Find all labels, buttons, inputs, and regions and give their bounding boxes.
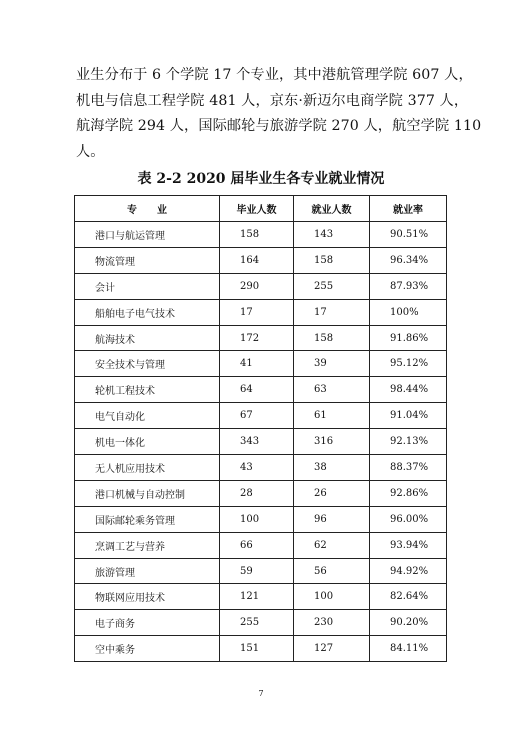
table-row bbox=[75, 377, 447, 403]
header-employed: 就业人数 bbox=[294, 196, 370, 222]
table-row bbox=[75, 222, 447, 248]
cell-employed: 38 bbox=[294, 455, 370, 481]
cell-major: 船舶电子电气技术 bbox=[75, 299, 220, 325]
table-row bbox=[75, 532, 447, 558]
header-graduates: 毕业人数 bbox=[220, 196, 294, 222]
cell-employment-rate: 96.00% bbox=[370, 506, 447, 532]
cell-employed: 61 bbox=[294, 403, 370, 429]
cell-employment-rate: 92.13% bbox=[370, 429, 447, 455]
cell-graduates: 59 bbox=[220, 558, 294, 584]
cell-major: 航海技术 bbox=[75, 325, 220, 351]
table-row bbox=[75, 610, 447, 636]
cell-employed: 63 bbox=[294, 377, 370, 403]
cell-employment-rate: 90.51% bbox=[370, 222, 447, 248]
cell-graduates: 100 bbox=[220, 506, 294, 532]
body-paragraph bbox=[76, 63, 482, 165]
table-row bbox=[75, 558, 447, 584]
table-header-row bbox=[75, 196, 447, 222]
paragraph-line: 机电与信息工程学院 481 人，京东·新迈尔电商学院 377 人， bbox=[76, 92, 469, 109]
cell-major: 港口与航运管理 bbox=[75, 222, 220, 248]
cell-major: 电子商务 bbox=[75, 610, 220, 636]
cell-graduates: 66 bbox=[220, 532, 294, 558]
cell-graduates: 64 bbox=[220, 377, 294, 403]
cell-employed: 158 bbox=[294, 247, 370, 273]
cell-major: 物联网应用技术 bbox=[75, 584, 220, 610]
page-number: 7 bbox=[258, 689, 264, 698]
table-row bbox=[75, 273, 447, 299]
cell-employment-rate: 88.37% bbox=[370, 455, 447, 481]
cell-employment-rate: 84.11% bbox=[370, 636, 447, 662]
cell-major: 无人机应用技术 bbox=[75, 455, 220, 481]
cell-major: 会计 bbox=[75, 273, 220, 299]
cell-employment-rate: 91.86% bbox=[370, 325, 447, 351]
paragraph-line: 业生分布于 6 个学院 17 个专业，其中港航管理学院 607 人， bbox=[76, 67, 473, 83]
cell-major: 港口机械与自动控制 bbox=[75, 480, 220, 506]
cell-graduates: 164 bbox=[220, 247, 294, 273]
cell-employment-rate: 93.94% bbox=[370, 532, 447, 558]
table-row bbox=[75, 325, 447, 351]
table-row bbox=[75, 403, 447, 429]
cell-employed: 255 bbox=[294, 273, 370, 299]
cell-employed: 230 bbox=[294, 610, 370, 636]
cell-graduates: 151 bbox=[220, 636, 294, 662]
cell-employment-rate: 92.86% bbox=[370, 480, 447, 506]
cell-employment-rate: 100% bbox=[370, 299, 447, 325]
cell-graduates: 290 bbox=[220, 273, 294, 299]
table-row bbox=[75, 247, 447, 273]
cell-major: 物流管理 bbox=[75, 247, 220, 273]
cell-employment-rate: 90.20% bbox=[370, 610, 447, 636]
cell-major: 电气自动化 bbox=[75, 403, 220, 429]
table-row bbox=[75, 299, 447, 325]
cell-employment-rate: 87.93% bbox=[370, 273, 447, 299]
cell-employed: 56 bbox=[294, 558, 370, 584]
table-row bbox=[75, 429, 447, 455]
cell-major: 安全技术与管理 bbox=[75, 351, 220, 377]
cell-graduates: 343 bbox=[220, 429, 294, 455]
cell-major: 机电一体化 bbox=[75, 429, 220, 455]
cell-major: 空中乘务 bbox=[75, 636, 220, 662]
paragraph-line: 航海学院 294 人，国际邮轮与旅游学院 270 人，航空学院 110 bbox=[76, 118, 482, 134]
cell-graduates: 28 bbox=[220, 480, 294, 506]
cell-employment-rate: 91.04% bbox=[370, 403, 447, 429]
cell-employed: 39 bbox=[294, 351, 370, 377]
cell-employed: 158 bbox=[294, 325, 370, 351]
cell-graduates: 121 bbox=[220, 584, 294, 610]
cell-employed: 17 bbox=[294, 299, 370, 325]
cell-employment-rate: 96.34% bbox=[370, 247, 447, 273]
header-major: 专 业 bbox=[75, 196, 220, 222]
cell-employment-rate: 82.64% bbox=[370, 584, 447, 610]
table-body bbox=[75, 222, 447, 662]
cell-graduates: 172 bbox=[220, 325, 294, 351]
cell-employed: 316 bbox=[294, 429, 370, 455]
cell-major: 国际邮轮乘务管理 bbox=[75, 506, 220, 532]
table-row bbox=[75, 506, 447, 532]
table-row bbox=[75, 636, 447, 662]
cell-graduates: 41 bbox=[220, 351, 294, 377]
cell-employed: 96 bbox=[294, 506, 370, 532]
table-row bbox=[75, 455, 447, 481]
cell-major: 旅游管理 bbox=[75, 558, 220, 584]
cell-major: 轮机工程技术 bbox=[75, 377, 220, 403]
paragraph-line: 人。 bbox=[76, 143, 105, 160]
cell-graduates: 158 bbox=[220, 222, 294, 248]
table-caption: 表 2-2 2020 届毕业生各专业就业情况 bbox=[137, 171, 385, 187]
table-row bbox=[75, 584, 447, 610]
cell-employed: 100 bbox=[294, 584, 370, 610]
cell-employment-rate: 95.12% bbox=[370, 351, 447, 377]
cell-graduates: 43 bbox=[220, 455, 294, 481]
cell-employment-rate: 98.44% bbox=[370, 377, 447, 403]
table-row bbox=[75, 351, 447, 377]
header-employment-rate: 就业率 bbox=[370, 196, 447, 222]
cell-graduates: 17 bbox=[220, 299, 294, 325]
cell-graduates: 255 bbox=[220, 610, 294, 636]
cell-employed: 26 bbox=[294, 480, 370, 506]
employment-table bbox=[74, 195, 447, 662]
cell-employment-rate: 94.92% bbox=[370, 558, 447, 584]
cell-employed: 143 bbox=[294, 222, 370, 248]
cell-employed: 127 bbox=[294, 636, 370, 662]
table-row bbox=[75, 480, 447, 506]
cell-graduates: 67 bbox=[220, 403, 294, 429]
cell-employed: 62 bbox=[294, 532, 370, 558]
cell-major: 烹调工艺与营养 bbox=[75, 532, 220, 558]
